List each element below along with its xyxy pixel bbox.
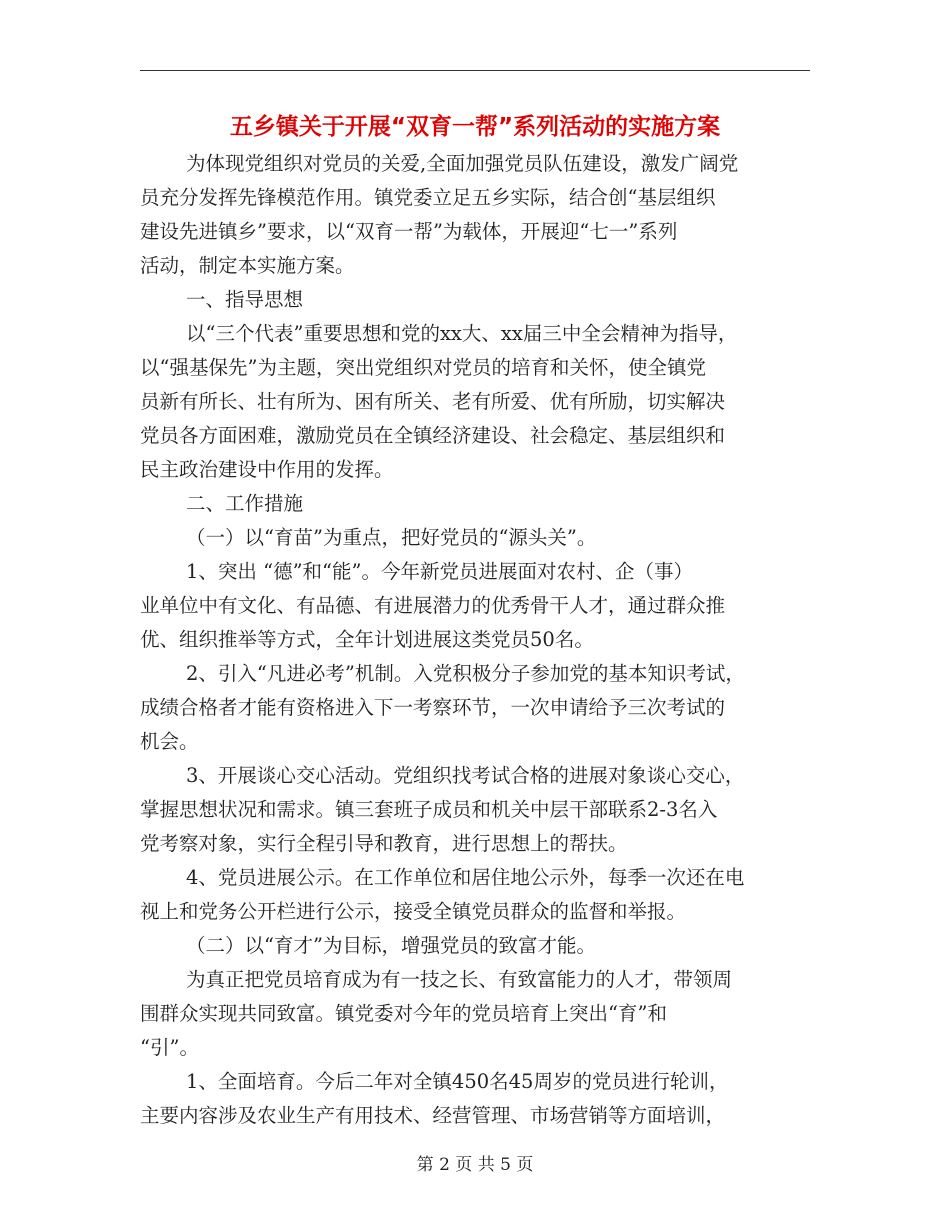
body-line: 4、党员进展公示。在工作单位和居住地公示外，每季一次还在电: [186, 866, 745, 889]
subsection-heading: （二）以“育才”为目标，增强党员的致富才能。: [186, 934, 596, 957]
body-line: 业单位中有文化、有品德、有进展潜力的优秀骨干人才，通过群众推: [140, 594, 726, 617]
body-line: 优、组织推举等方式，全年计划进展这类党员50名。: [140, 628, 594, 651]
body-line: 为体现党组织对党员的关爱,全面加强党员队伍建设，激发广阔党: [186, 152, 739, 175]
body-line: 主要内容涉及农业生产有用技术、经营管理、市场营销等方面培训，: [140, 1104, 726, 1127]
section-heading: 二、工作措施: [186, 492, 304, 515]
page-number: 第 2 页 共 5 页: [416, 1155, 534, 1175]
body-line: 以“三个代表”重要思想和党的xx大、xx届三中全会精神为指导，: [186, 322, 738, 345]
body-line: 围群众实现共同致富。镇党委对今年的党员培育上突出“育”和: [140, 1002, 667, 1025]
body-line: 民主政治建设中作用的发挥。: [140, 458, 394, 481]
body-line: 建设先进镇乡”要求，以“双育一帮”为载体，开展迎“七一”系列: [140, 220, 678, 243]
body-line: 员新有所长、壮有所为、困有所关、老有所爱、优有所励，切实解决: [140, 390, 726, 413]
subsection-heading: （一）以“育苗”为重点，把好党员的“源头关”。: [186, 526, 597, 549]
section-heading: 一、指导思想: [186, 288, 304, 311]
body-line: 1、突出 “德”和“能”。今年新党员进展面对农村、企（事）: [186, 560, 693, 583]
body-line: 为真正把党员培育成为有一技之长、有致富能力的人才，带领周: [186, 968, 733, 991]
body-line: 党考察对象，实行全程引导和教育，进行思想上的帮扶。: [140, 832, 628, 855]
document-title: 五乡镇关于开展“双育一帮”系列活动的实施方案: [229, 114, 721, 140]
body-line: 视上和党务公开栏进行公示，接受全镇党员群众的监督和举报。: [140, 900, 687, 923]
body-line: 掌握思想状况和需求。镇三套班子成员和机关中层干部联系2-3名入: [140, 798, 718, 821]
body-line: 以“强基保先”为主题，突出党组织对党员的培育和关怀，使全镇党: [140, 356, 706, 379]
body-line: 员充分发挥先锋模范作用。镇党委立足五乡实际，结合创“基层组织: [140, 186, 716, 209]
body-line: “引”。: [140, 1036, 199, 1059]
body-line: 活动，制定本实施方案。: [140, 254, 355, 277]
body-line: 成绩合格者才能有资格进入下一考察环节，一次申请给予三次考试的: [140, 696, 726, 719]
body-line: 党员各方面困难，激励党员在全镇经济建设、社会稳定、基层组织和: [140, 424, 726, 447]
body-line: 机会。: [140, 730, 199, 753]
body-line: 1、全面培育。今后二年对全镇450名45周岁的党员进行轮训，: [186, 1070, 729, 1093]
header-rule: [140, 70, 810, 71]
body-line: 2、引入“凡进必考”机制。入党积极分子参加党的基本知识考试，: [186, 662, 745, 685]
body-line: 3、开展谈心交心活动。党组织找考试合格的进展对象谈心交心，: [186, 764, 745, 787]
